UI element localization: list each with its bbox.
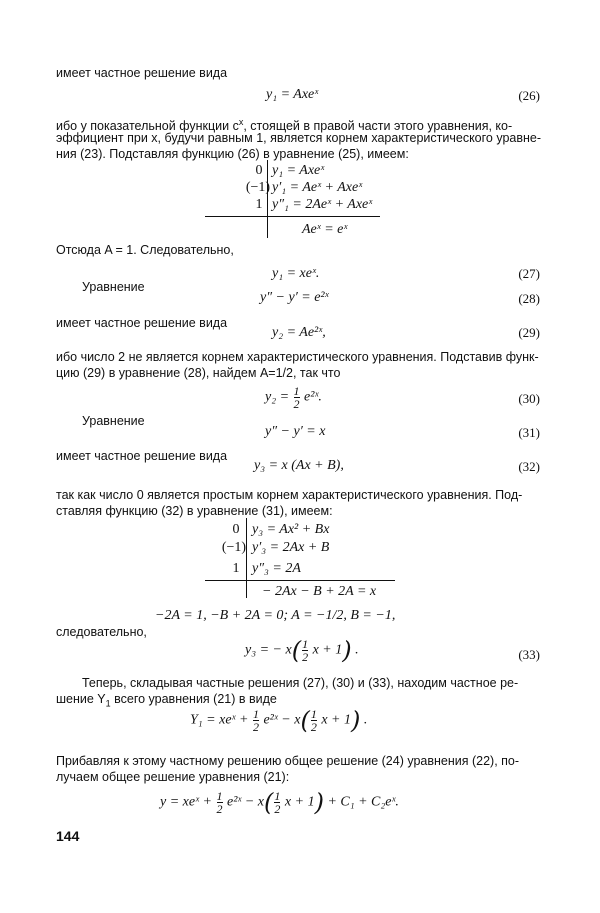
text-line: Отсюда A = 1. Следовательно,	[56, 243, 234, 257]
equation-28: y″ − y′ = e²ˣ	[260, 290, 329, 305]
equation-30: y₂ = $\frac{1}{2}$ e²ˣ.	[265, 384, 322, 411]
text-line: имеет частное решение вида	[56, 449, 228, 463]
table-row: y₃ = Ax² + Bx	[252, 522, 330, 537]
table-coef: 1	[255, 197, 263, 212]
equation-26: y₁ = Axeˣ	[266, 87, 319, 102]
equation-31: y″ − y′ = x	[265, 424, 326, 439]
equation-Y1: Y₁ = xeˣ + $\frac{1}{2}$ e²ˣ − x( $\frac{1}{2}$ x + 1) .	[190, 706, 368, 735]
equation-29: y₂ = Ae²ˣ,	[272, 325, 326, 340]
table-row: y″₃ = 2A	[252, 561, 301, 576]
equation-number: (26)	[518, 88, 540, 103]
page-number: 144	[56, 828, 80, 844]
text-line: так как число 0 является простым корнем характеристического уравнения. Под-	[56, 488, 523, 502]
table-coef: 0	[232, 522, 240, 537]
text-line: имеет частное решение вида	[56, 66, 228, 80]
equation-number: (27)	[518, 266, 540, 281]
table-rule	[205, 216, 380, 217]
text-line: Уравнение	[82, 414, 145, 428]
table-coef: 0	[255, 163, 263, 178]
table-result: − 2Ax − B + 2A = x	[262, 584, 377, 599]
table-coef: 1	[232, 561, 240, 576]
equation-number: (31)	[518, 425, 540, 440]
table-row: y₁ = Axeˣ	[272, 163, 325, 178]
text-line: лучаем общее решение уравнения (21):	[56, 770, 290, 784]
table-rule	[205, 580, 395, 581]
text-line: цию (29) в уравнение (28), найдем A=1/2, так что	[56, 366, 341, 380]
text-line: следовательно,	[56, 625, 147, 639]
text-line: Прибавляя к этому частному решению общее решение (24) уравнения (22), по-	[56, 754, 520, 768]
text-line: имеет частное решение вида	[56, 316, 228, 330]
equation-number: (33)	[518, 647, 540, 662]
text-line: Теперь, складывая частные решения (27), (30) и (33), находим частное ре-	[82, 676, 519, 690]
table-coef: (−1)	[245, 180, 271, 195]
table-divider	[246, 518, 247, 598]
equation-number: (28)	[518, 291, 540, 306]
equation-number: (30)	[518, 391, 540, 406]
text-line: эффициент при x, будучи равным 1, является корнем характеристического уравне-	[56, 131, 542, 145]
text-line: шение $Y_1$ всего уравнения (21) в виде	[56, 692, 277, 709]
text-line: ставляя функцию (32) в уравнение (31), имеем:	[56, 504, 333, 518]
equation-general: y = xeˣ + $\frac{1}{2}$ e²ˣ − x( $\frac{1}{2}$ x + 1) + C₁ + C₂eˣ.	[160, 788, 399, 817]
equation-32: y₃ = x (Ax + B),	[254, 458, 344, 473]
equation-number: (29)	[518, 325, 540, 340]
table-row: y′₁ = Aeˣ + Axeˣ	[272, 180, 363, 195]
equation-number: (32)	[518, 459, 540, 474]
text-line: ибо число 2 не является корнем характеристического уравнения. Подставив функ-	[56, 350, 539, 364]
equation-27: y₁ = xeˣ.	[272, 266, 320, 281]
text-line: ния (23). Подставляя функцию (26) в уравнение (25), имеем:	[56, 147, 409, 161]
equation-33: y₃ = − x( $\frac{1}{2}$ x + 1) .	[245, 636, 359, 665]
table-coef: (−1)	[221, 540, 247, 555]
table-result: Aeˣ = eˣ	[302, 222, 348, 237]
equation-system: −2A = 1, −B + 2A = 0; A = −1/2, B = −1,	[155, 608, 396, 623]
text-line: Уравнение	[82, 280, 145, 294]
table-row: y″₁ = 2Aeˣ + Axeˣ	[272, 197, 373, 212]
table-row: y′₃ = 2Ax + B	[252, 540, 330, 555]
table-divider	[267, 160, 268, 238]
text-line: ибо у показательной функции $c^x$, стоящей в правой части этого уравнения, ко-	[56, 117, 513, 134]
